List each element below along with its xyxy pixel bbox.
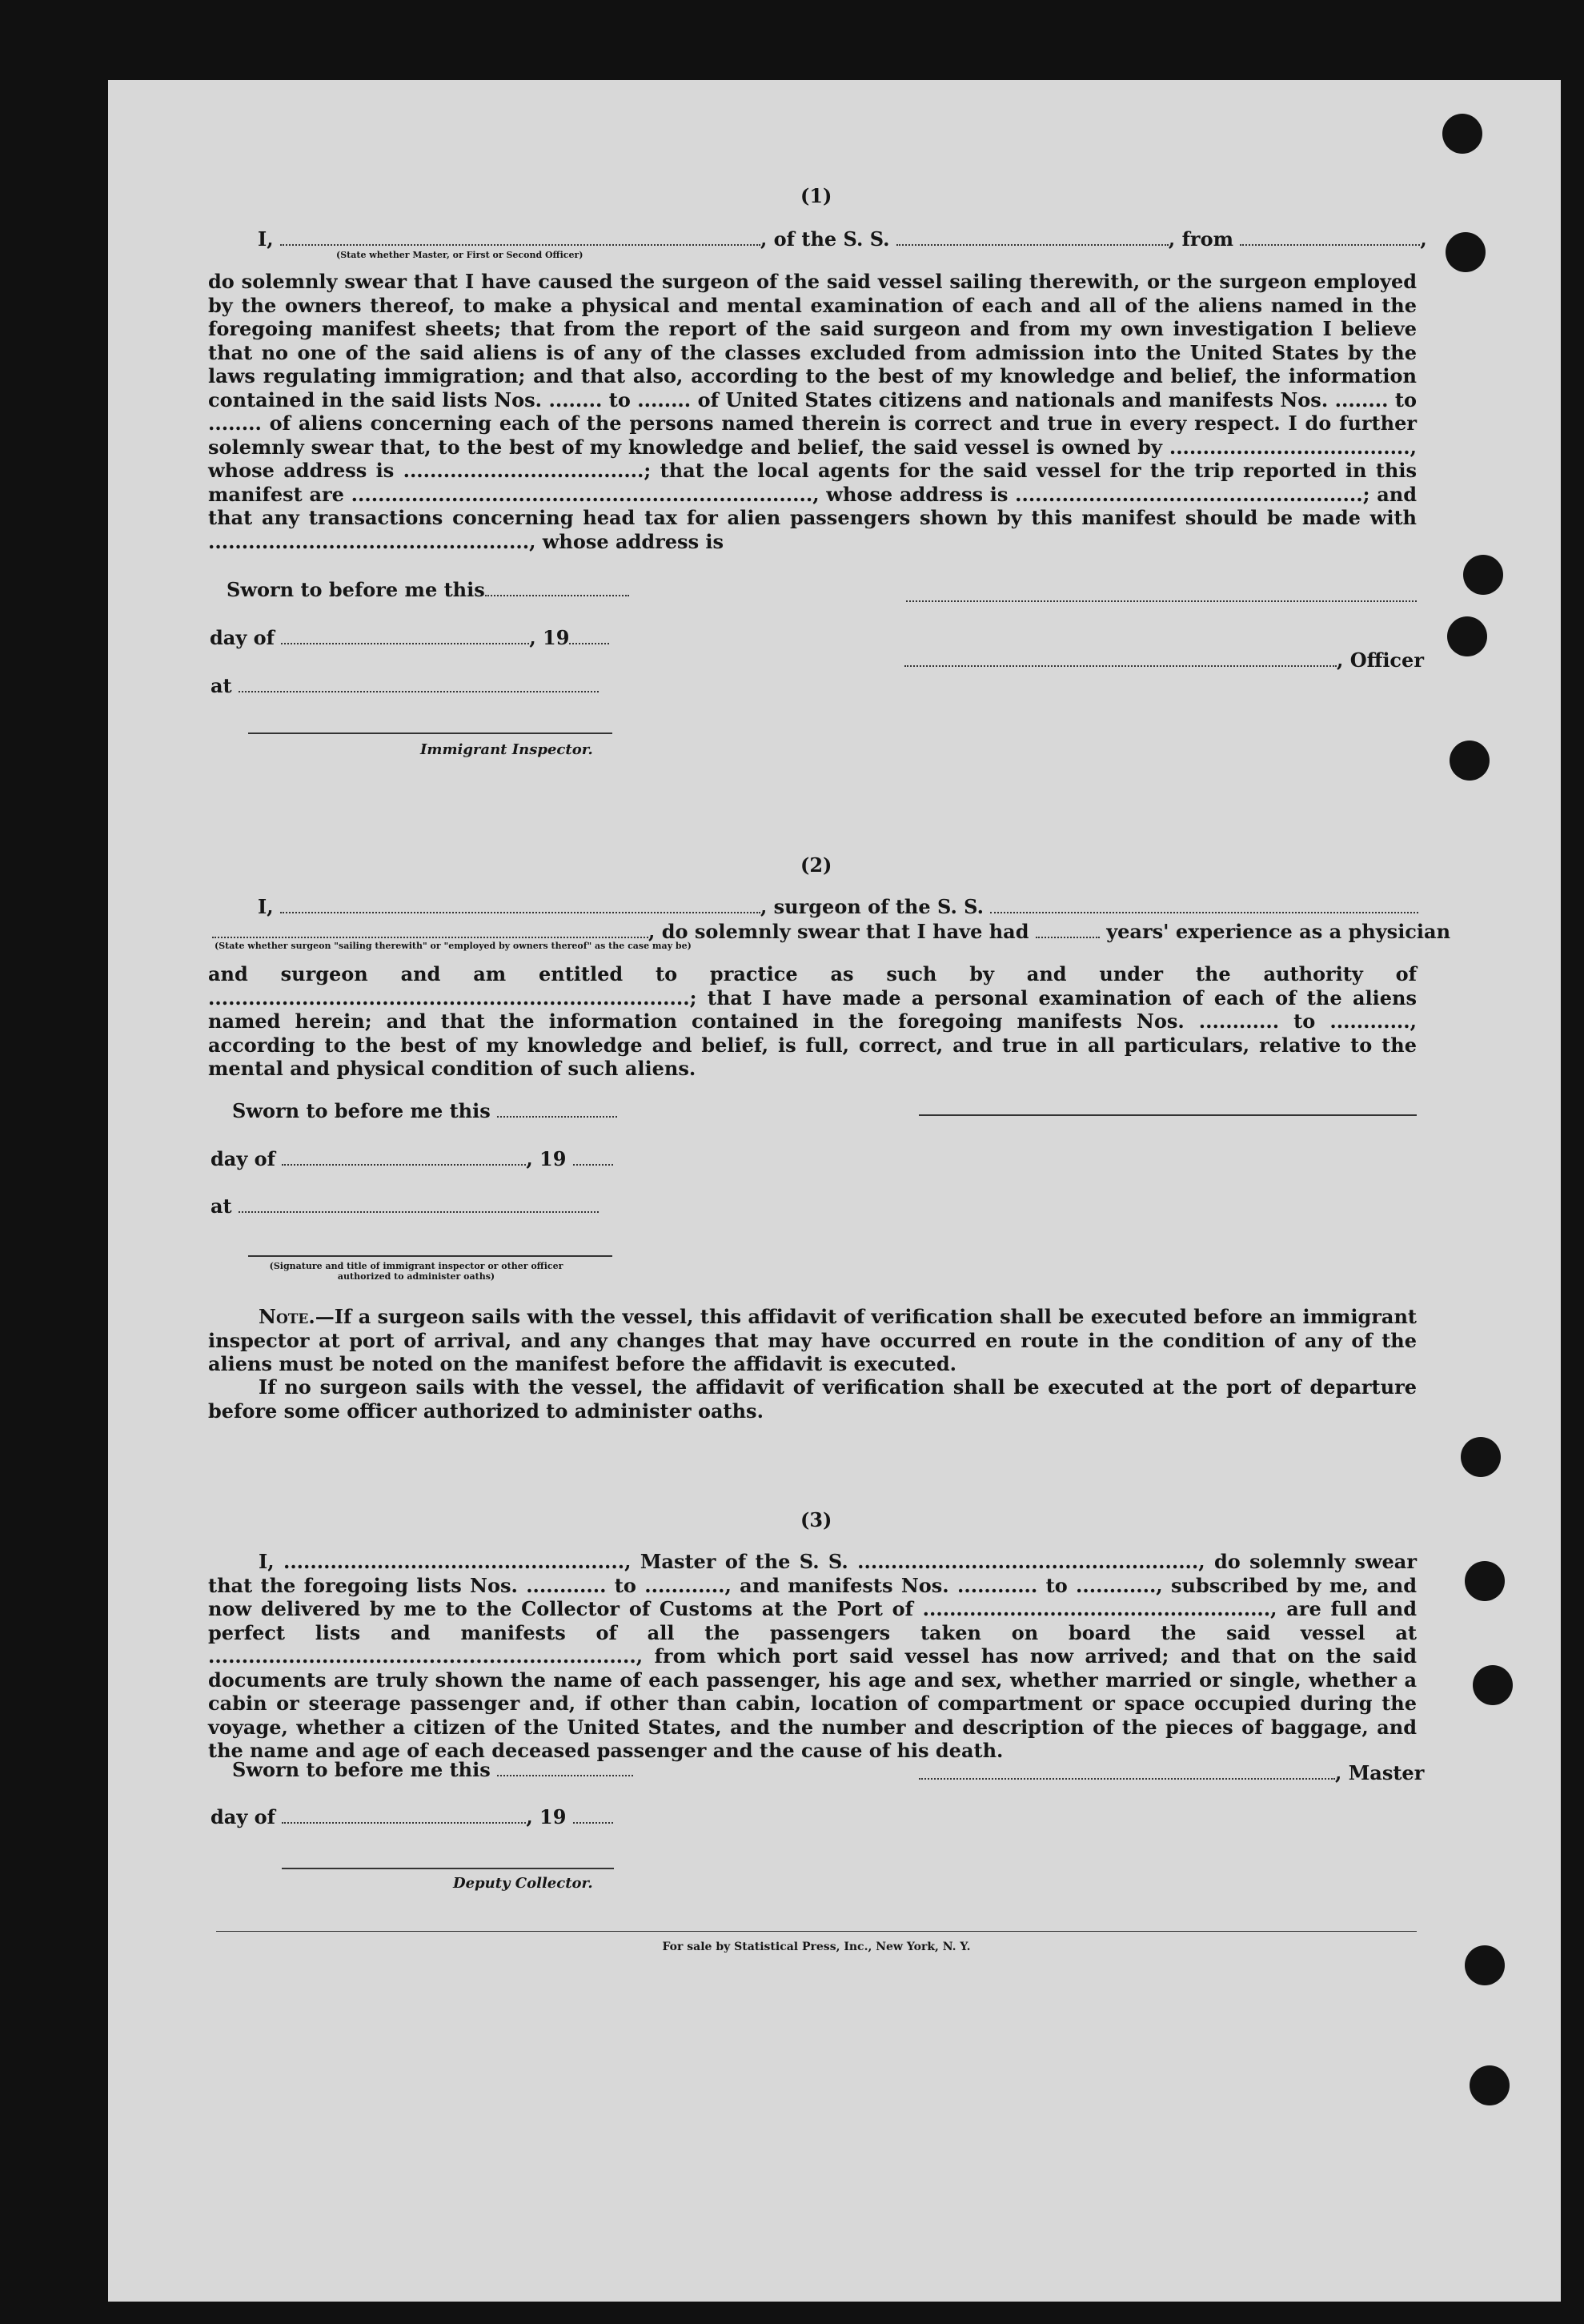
binder-hole xyxy=(1465,1561,1505,1601)
sworn-date-field[interactable] xyxy=(497,1102,617,1118)
surgeon-ship-label: , surgeon of the S. S. xyxy=(760,895,984,918)
section-3-body: I, ..................................................., Master of the S. S. ..................................................., do solemnly swear that the foregoing lists Nos. ............ to ............, and manifests Nos. ............ to ............, subscribed by me, and now delivered by me to the Collector of Customs at the Port of ...................................................., are full and perfect lists and manifests of all the passengers taken on board the said vessel at ................................................................, from which port said vessel has now arrived; and that on the said documents are truly shown the name of each passenger, his age and sex, whether married or single, whether a cabin or steerage passenger and, if other than cabin, location of compartment or space occupied during the voyage, whether a citizen of the United States, and the number and description of the pieces of baggage, and the name and age of each deceased passenger and the cause of his death. xyxy=(208,1550,1417,1762)
sworn-label: Sworn to before me this xyxy=(227,578,485,601)
section-2-at xyxy=(211,1194,599,1218)
at-place-field[interactable] xyxy=(239,676,599,692)
at-place-field[interactable] xyxy=(239,1197,599,1213)
swear-label: , do solemnly swear that I have had xyxy=(648,920,1029,943)
years-field[interactable] xyxy=(1036,922,1100,938)
section-3-dayof xyxy=(211,1805,613,1828)
surgeon-name-field[interactable] xyxy=(280,897,760,913)
years-label: years' experience as a physician xyxy=(1106,920,1451,943)
day-field[interactable] xyxy=(281,628,529,644)
officer-rank-note: (State whether Master, or First or Second Officer) xyxy=(336,250,583,260)
sworn-label: Sworn to before me this xyxy=(232,1758,491,1781)
binder-hole xyxy=(1450,741,1490,781)
section-1-sworn xyxy=(227,578,629,601)
inspector-title: Immigrant Inspector. xyxy=(420,741,593,758)
year-field[interactable] xyxy=(573,1808,613,1824)
binder-hole xyxy=(1447,616,1487,656)
officer-name-field[interactable] xyxy=(280,230,760,246)
note-text: —If a surgeon sails with the vessel, this affidavit of verification shall be executed before an immigrant inspector at port of arrival, and any changes that may have occurred en route in the condition of any of the aliens must be noted on the manifest before the affidavit is executed. xyxy=(208,1305,1417,1375)
day-of-label: day of xyxy=(210,626,275,649)
section-1-body: do solemnly swear that I have caused the surgeon of the said vessel sailing therewith, or the surgeon employed by the owners thereof, to make a physical and mental examination of each and all of the aliens named in the foregoing manifest sheets; that from the report of the said surgeon and from my own investigation I believe that no one of the said aliens is of any of the classes excluded from admission into the United States by the laws regulating immigration; and that also, according to the best of my knowledge and belief, the information contained in the said lists Nos. ........ to ........ of United States citizens and nationals and manifests Nos. ........ to ........ of aliens concerning each of the persons named therein is correct and true in every respect. I do further solemnly swear that, to the best of my knowledge and belief, the said vessel is owned by ...................................., whose address is ....................................; that the local agents for the said vessel for the trip reported in this manifest are ....................................................................., whose address is ....................................................; and that any transactions concerning head tax for alien passengers shown by this manifest should be made with ................................................, whose address is xyxy=(208,270,1417,553)
oath-prefix: I, xyxy=(258,895,274,918)
day-field[interactable] xyxy=(282,1150,526,1166)
binder-hole xyxy=(1463,555,1503,595)
section-3-master xyxy=(919,1761,1424,1784)
at-label: at xyxy=(211,1194,232,1218)
section-2-sworn xyxy=(232,1099,617,1122)
master-signature-field[interactable] xyxy=(919,1764,1335,1780)
officer-signature-field[interactable] xyxy=(904,651,1337,667)
section-1-dayof xyxy=(210,626,609,649)
section-2-number: (2) xyxy=(800,853,832,877)
binder-hole xyxy=(1470,2065,1510,2105)
surgeon-status-note: (State whether surgeon "sailing therewith" or "employed by owners thereof" as the case may be) xyxy=(215,941,692,951)
section-3-number: (3) xyxy=(800,1508,832,1531)
master-label: , Master xyxy=(1335,1761,1425,1784)
section-2-note-1 xyxy=(208,1305,1417,1376)
year-field[interactable] xyxy=(573,1150,613,1166)
inspector-signature-line[interactable] xyxy=(248,1255,612,1257)
binder-hole xyxy=(1446,232,1486,272)
year-label: , 19 xyxy=(526,1805,567,1828)
signature-note: (Signature and title of immigrant inspector or other officer authorized to administer oaths) xyxy=(269,1261,563,1282)
surgeon-ship-field[interactable] xyxy=(990,897,1418,913)
sworn-date-field[interactable] xyxy=(485,580,629,596)
footer-rule xyxy=(216,1931,1417,1932)
line-end: , xyxy=(1420,227,1427,251)
note-label: Note. xyxy=(259,1305,315,1328)
from-label: , from xyxy=(1168,227,1233,251)
collector-title: Deputy Collector. xyxy=(453,1875,593,1892)
officer-label: , Officer xyxy=(1337,648,1424,672)
sworn-label: Sworn to before me this xyxy=(232,1099,491,1122)
section-3-sworn xyxy=(232,1758,633,1781)
day-of-label: day of xyxy=(211,1805,275,1828)
ship-name-field[interactable] xyxy=(896,230,1169,246)
collector-signature-line[interactable] xyxy=(282,1868,614,1869)
printer-credit: For sale by Statistical Press, Inc., New York, N. Y. xyxy=(662,1941,971,1953)
day-of-label: day of xyxy=(211,1147,275,1170)
section-2-dayof xyxy=(211,1147,613,1170)
section-1-officer xyxy=(904,648,1424,672)
day-field[interactable] xyxy=(282,1808,526,1824)
binder-hole xyxy=(1465,1945,1505,1985)
officer-signature-line-1[interactable] xyxy=(906,600,1417,602)
binder-hole xyxy=(1473,1665,1513,1705)
section-2-body: and surgeon and am entitled to practice as such by and under the authority of ........................................................................; that I have made a personal examination of each of the aliens named herein; and that the information contained in the foregoing manifests Nos. ............ to ............, according to the best of my knowledge and belief, is full, correct, and true in all particulars, relative to the mental and physical condition of such aliens. xyxy=(208,962,1417,1080)
section-1-number: (1) xyxy=(800,184,832,207)
sworn-date-field[interactable] xyxy=(497,1760,633,1776)
at-label: at xyxy=(211,674,232,697)
surgeon-status-field[interactable] xyxy=(212,922,648,938)
from-port-field[interactable] xyxy=(1240,230,1420,246)
section-2-swear-line xyxy=(212,920,1450,943)
year-field[interactable] xyxy=(569,628,609,644)
section-2-oath-line xyxy=(258,895,1418,918)
section-1-at xyxy=(211,674,599,697)
year-label: , 19 xyxy=(526,1147,567,1170)
binder-hole xyxy=(1442,114,1482,154)
ship-label: , of the S. S. xyxy=(760,227,890,251)
surgeon-signature-line[interactable] xyxy=(919,1114,1417,1116)
section-1-oath-line xyxy=(258,227,1427,251)
oath-prefix: I, xyxy=(258,227,274,251)
section-2-note-2: If no surgeon sails with the vessel, the affidavit of verification shall be executed at the port of departure before some officer authorized to administer oaths. xyxy=(208,1375,1417,1423)
binder-hole xyxy=(1461,1437,1501,1477)
inspector-signature-line[interactable] xyxy=(248,733,612,734)
year-label: , 19 xyxy=(529,626,570,649)
